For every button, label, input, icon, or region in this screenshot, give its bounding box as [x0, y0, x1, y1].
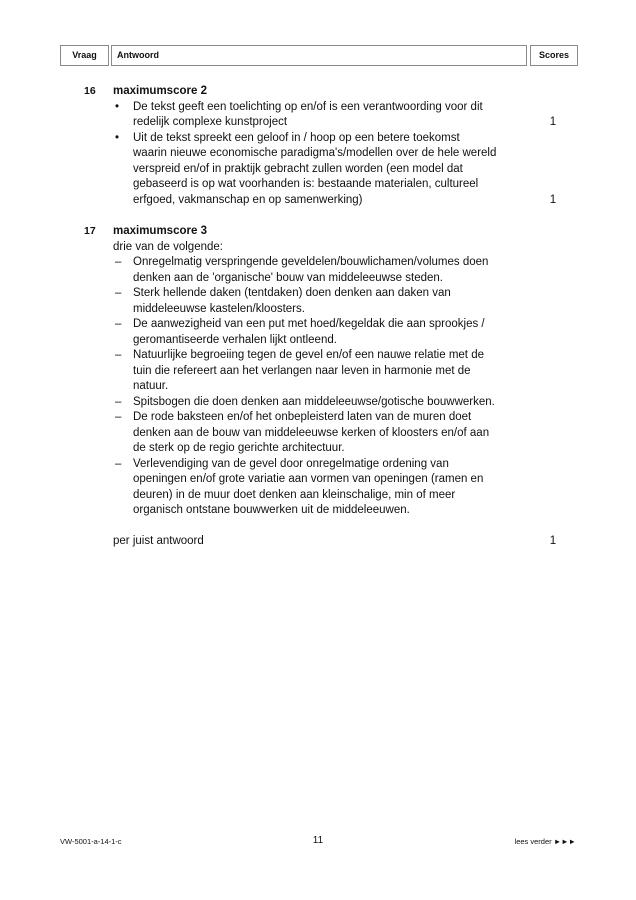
continue-note: lees verder ►►► [514, 837, 576, 846]
answer-text: De rode baksteen en/of het onbepleisterd laten van de muren doet denken aan de bouw van middeleeuwse kerken of kloosters en/of aan de sterk op de regio gerichte architectuur. [133, 411, 490, 454]
question-number: 16 [84, 85, 96, 97]
answer-text: Uit de tekst spreekt een geloof in / hoop op een betere toekomst waarin nieuwe economische paradigma's/modellen over de hele wereld verspreid en/of in praktijk gebracht zullen worden (een model dat gebaseerd is op wat voorhanden is: bestaande materialen, cultureel erfgoed, vakmanschap en op samenwerking) [133, 131, 497, 206]
item-score: 1 [549, 193, 557, 206]
question-title: maximumscore 3 [113, 225, 207, 237]
answer-text: Spitsbogen die doen denken aan middeleeuwse/gotische bouwwerken. [133, 395, 495, 408]
answer-text: Verlevendiging van de gevel door onregelmatige ordening van openingen en/of grote variatie aan vormen van openingen (ramen en deuren) in de muur doet denken aan kleinschalige, min of meer organisch ontstane bouwwerken uit de middeleeuwen. [133, 457, 484, 516]
dash-marker: – [115, 256, 122, 268]
bullet-marker: • [115, 131, 120, 144]
item-score: 1 [549, 116, 557, 128]
question-number: 17 [84, 225, 96, 237]
page-number: 11 [312, 835, 324, 846]
dash-marker: – [115, 318, 122, 330]
header-antwoord: Antwoord [111, 45, 527, 66]
bullet-marker: • [115, 100, 120, 113]
dash-marker: – [115, 457, 122, 470]
dash-marker: – [115, 349, 122, 361]
header-scores: Scores [530, 45, 578, 66]
answer-text: Onregelmatig verspringende geveldelen/bouwlichamen/volumes doen denken aan de 'organische' bouw van middeleeuwse steden. [133, 256, 489, 284]
item-score: 1 [549, 535, 557, 547]
question-title: maximumscore 2 [113, 85, 207, 97]
answer-text: De tekst geeft een toelichting op en/of is een verantwoording voor dit redelijk complexe kunstproject [133, 100, 483, 128]
answer-text: Sterk hellende daken (tentdaken) doen denken aan daken van middeleeuwse kastelen/kloosters. [133, 287, 451, 315]
header-vraag: Vraag [60, 45, 109, 66]
answer-intro: drie van de volgende: [113, 240, 223, 253]
dash-marker: – [115, 395, 122, 408]
exam-code: VW-5001-a-14-1-c [60, 837, 122, 846]
answer-text: Natuurlijke begroeiing tegen de gevel en/of een nauwe relatie met de tuin die refereert aan het verlangen naar leven in harmonie met de natuur. [133, 349, 484, 392]
dash-marker: – [115, 287, 122, 299]
dash-marker: – [115, 411, 122, 423]
scoring-note: per juist antwoord [113, 535, 204, 547]
answer-text: De aanwezigheid van een put met hoed/kegeldak die aan sprookjes / geromantiseerde verhalen lijkt ontleend. [133, 318, 485, 346]
